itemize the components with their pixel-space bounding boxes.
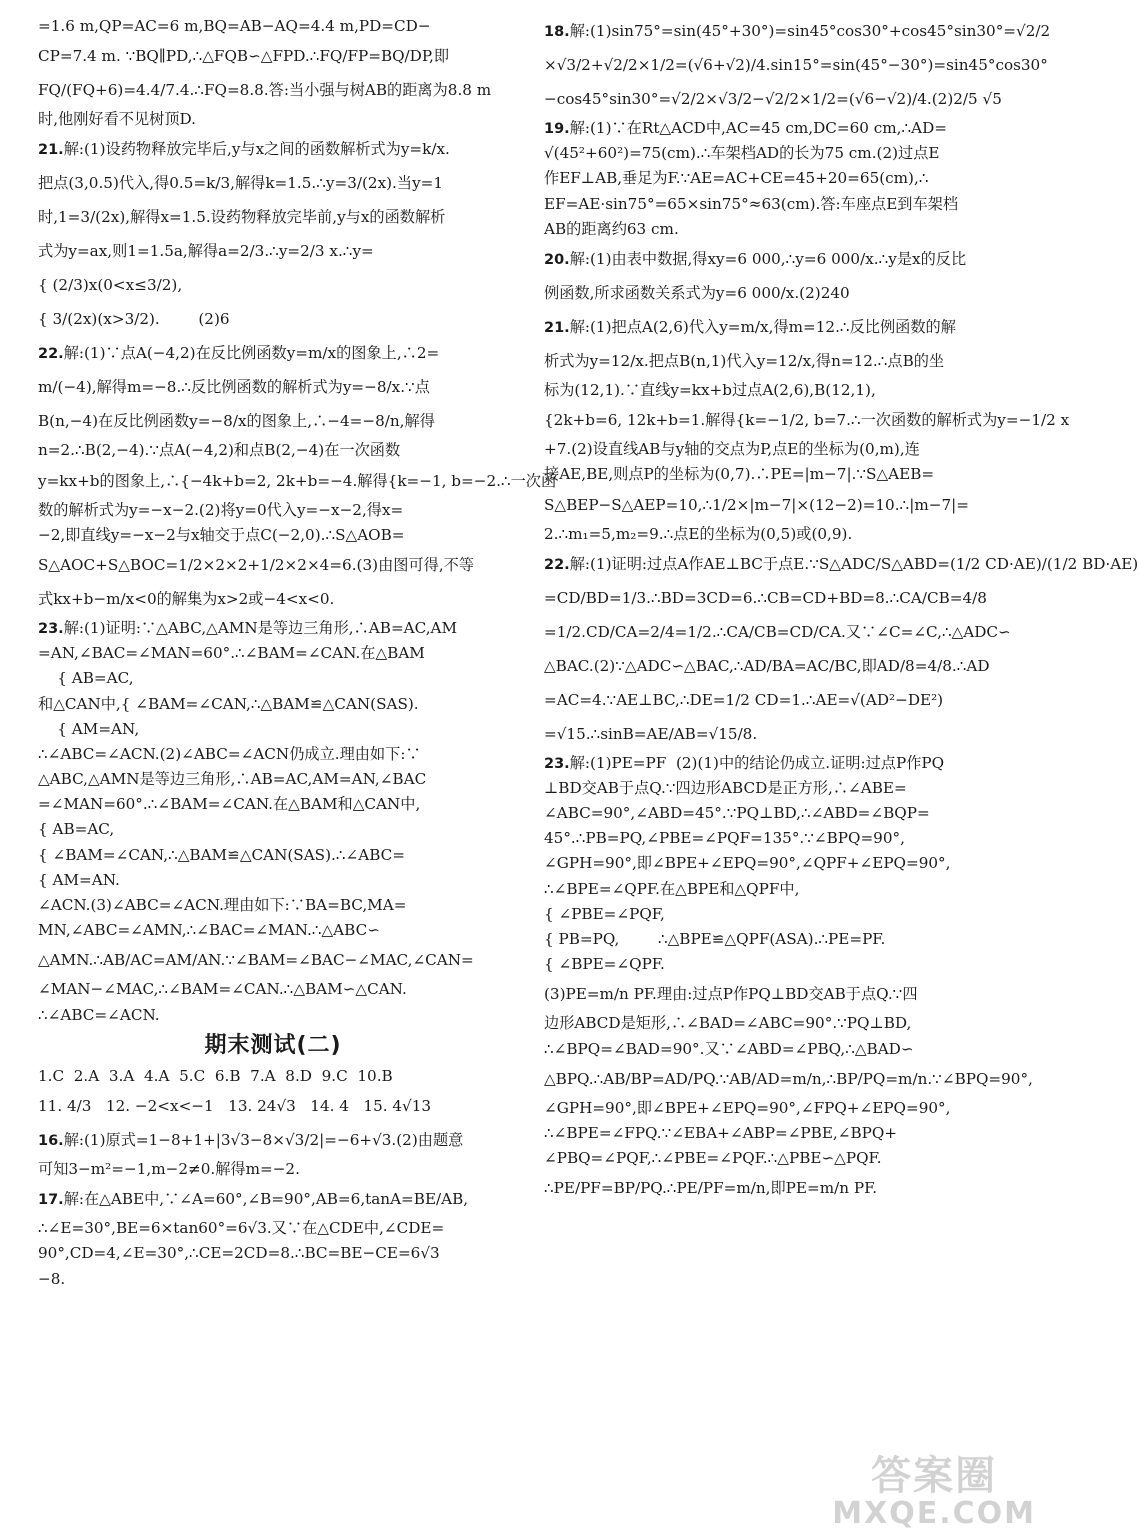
text-line: ∠ACN.(3)∠ABC=∠ACN.理由如下:∵BA=BC,MA=: [38, 896, 407, 914]
text-line: ∠GPH=90°,即∠BPE+∠EPQ=90°,∠QPF+∠EPQ=90°,: [544, 854, 951, 873]
text-line: m/(−4),解得m=−8.∴反比例函数的解析式为y=−8/x.∵点: [38, 378, 430, 397]
text-line: 2.∴m₁=5,m₂=9.∴点E的坐标为(0,5)或(0,9).: [544, 524, 853, 543]
text-line: EF=AE·sin75°=65×sin75°≈63(cm).答:车座点E到车架档: [544, 194, 959, 213]
answer-block-19: [544, 116, 1014, 242]
text-line: (3)PE=m/n PF.理由:过点P作PQ⊥BD交AB于点Q.∵四: [544, 985, 918, 1004]
text-line: 21.解:(1)设药物释放完毕后,y与x之间的函数解析式为y=k/x.: [38, 140, 450, 159]
text-line: △BAC.(2)∵△ADC∽△BAC,∴AD/BA=AC/BC,即AD/8=4/8.∴AD: [544, 656, 990, 675]
text-line: +7.(2)设直线AB与y轴的交点为P,点E的坐标为(0,m),连: [544, 440, 920, 459]
text-line: ×√3/2+√2/2×1/2=(√6+√2)/4.sin15°=sin(45°−30°)=sin45°cos30°: [544, 56, 1048, 74]
text-line: 时,他刚好看不见树顶D.: [38, 110, 196, 129]
text-line: =1/2.CD/CA=2/4=1/2.∴CA/CB=CD/CA.又∵∠C=∠C,∴△ADC∽: [544, 622, 1011, 641]
text-line: ∴∠E=30°,BE=6×tan60°=6√3.又∵在△CDE中,∠CDE=: [38, 1219, 445, 1238]
text-line: { 3/(2x)(x>3/2). (2)6: [38, 310, 230, 329]
text-line: { AM=AN,: [38, 719, 140, 738]
question-number: 17.: [38, 1192, 64, 1209]
text-line: 式kx+b−m/x<0的解集为x>2或−4<x<0.: [38, 589, 335, 608]
question-number: 16.: [38, 1132, 64, 1149]
right-column: [544, 14, 1138, 1205]
text-line: 17.解:在△ABE中,∵∠A=60°,∠B=90°,AB=6,tanA=BE/AB,: [38, 1190, 469, 1209]
question-number: 19.: [544, 121, 570, 137]
question-number: 23.: [544, 755, 570, 772]
text-line: 数的解析式为y=−x−2.(2)将y=0代入y=−x−2,得x=: [38, 500, 404, 519]
text-line: =AC=4.∵AE⊥BC,∴DE=1/2 CD=1.∴AE=√(AD²−DE²): [544, 690, 944, 709]
text-line: S△AOC+S△BOC=1/2×2×2+1/2×2×4=6.(3)由图可得,不等: [38, 555, 475, 574]
text-line: S△BEP−S△AEP=10,∴1/2×|m−7|×(12−2)=10.∴|m−7|=: [544, 495, 969, 514]
section-title: 期末测试(二): [204, 1032, 342, 1058]
text-line: 16.解:(1)原式=1−8+1+|3√3−8×√3/2|=−6+√3.(2)由题意: [38, 1130, 464, 1149]
text-line: B(n,−4)在反比例函数y=−8/x的图象上,∴−4=−8/n,解得: [38, 412, 435, 431]
text-line: 时,1=3/(2x),解得x=1.5.设药物释放完毕前,y与x的函数解析: [38, 208, 446, 227]
watermark-text: 答案圈: [871, 1453, 998, 1499]
answer-block-22: [38, 336, 557, 616]
text-line: =CD/BD=1/3.∴BD=3CD=6.∴CB=CD+BD=8.∴CA/CB=4/8: [544, 588, 987, 607]
answer-block-21: [544, 310, 1070, 547]
text-line: ⊥BD交AB于点Q.∵四边形ABCD是正方形,∴∠ABE=: [544, 778, 907, 797]
text-line: 析式为y=12/x.把点B(n,1)代入y=12/x,得n=12.∴点B的坐: [544, 351, 945, 370]
text-line: CP=7.4 m. ∵BQ∥PD,∴△FQB∽△FPD.∴FQ/FP=BQ/DP,即: [38, 47, 450, 66]
text-line: 21.解:(1)把点A(2,6)代入y=m/x,得m=12.∴反比例函数的解: [544, 317, 956, 336]
answer-block-20: [544, 242, 1014, 310]
answer-block-21: [38, 132, 508, 336]
text-line: 边形ABCD是矩形,∴∠BAD=∠ABC=90°.∵PQ⊥BD,: [544, 1014, 912, 1033]
text-line: 作EF⊥AB,垂足为F.∵AE=AC+CE=45+20=65(cm),∴: [544, 169, 929, 188]
answer-block-23: [544, 751, 1033, 1206]
text-line: △BPQ.∴AB/BP=AD/PQ.∵AB/AD=m/n,∴BP/PQ=m/n.∵∠BPQ=90°,: [544, 1069, 1033, 1088]
question-number: 22.: [38, 346, 64, 363]
text-line: 接AE,BE,则点P的坐标为(0,7).∴PE=|m−7|.∵S△AEB=: [544, 465, 935, 484]
watermark: [832, 1454, 1036, 1530]
text-line: { ∠BAM=∠CAN,∴△BAM≌△CAN(SAS).∴∠ABC=: [38, 845, 405, 864]
question-number: 22.: [544, 556, 570, 573]
text-line: { (2/3)x(0<x≤3/2),: [38, 276, 183, 295]
answer-block-18: [544, 14, 1051, 116]
answer-block-16: [38, 1123, 508, 1182]
text-line: { PB=PQ, ∴△BPE≌△QPF(ASA).∴PE=PF.: [544, 930, 886, 948]
text-line: n=2.∴B(2,−4).∵点A(−4,2)和点B(2,−4)在一次函数: [38, 441, 401, 460]
text-line: 23.解:(1)证明:∵△ABC,△AMN是等边三角形,∴AB=AC,AM: [38, 618, 458, 637]
text-line: △AMN.∴AB/AC=AM/AN.∵∠BAM=∠BAC−∠MAC,∠CAN=: [38, 951, 474, 970]
text-line: ∠MAN−∠MAC,∴∠BAM=∠CAN.∴△BAM∽△CAN.: [38, 980, 407, 999]
text-line: 式为y=ax,则1=1.5a,解得a=2/3.∴y=2/3 x.∴y=: [38, 242, 374, 261]
text-line: { AB=AC,: [38, 820, 115, 839]
text-line: { ∠PBE=∠PQF,: [544, 904, 665, 923]
answer-block-17: [38, 1182, 508, 1292]
text-line: 例函数,所求函数关系式为y=6 000/x.(2)240: [544, 283, 850, 302]
text-line: −8.: [38, 1269, 66, 1288]
text-line: MN,∠ABC=∠AMN,∴∠BAC=∠MAN.∴△ABC∽: [38, 921, 380, 940]
text-line: 22.解:(1)证明:过点A作AE⊥BC于点E.∵S△ADC/S△ABD=(1/2 CD·AE)/(1/2 BD·AE): [544, 554, 1138, 573]
text-line: 45°.∴PB=PQ,∠PBE=∠PQF=135°.∵∠BPQ=90°,: [544, 829, 905, 848]
text-line: 23.解:(1)PE=PF (2)(1)中的结论仍成立.证明:过点P作PQ: [544, 753, 945, 772]
watermark-url: MXQE.COM: [832, 1496, 1036, 1531]
text-line: ∴∠BPE=∠FPQ.∵∠EBA+∠ABP=∠PBE,∠BPQ+: [544, 1123, 898, 1142]
answer-block-22: [544, 547, 1138, 751]
text-line: 18.解:(1)sin75°=sin(45°+30°)=sin45°cos30°+cos45°sin30°=√2/2: [544, 22, 1051, 40]
text-line: 标为(12,1).∵直线y=kx+b过点A(2,6),B(12,1),: [544, 380, 876, 399]
text-line: ∴PE/PF=BP/PQ.∴PE/PF=m/n,即PE=m/n PF.: [544, 1179, 878, 1198]
text-line: −cos45°sin30°=√2/2×√3/2−√2/2×1/2=(√6−√2)/4.(2)2/5 √5: [544, 90, 1002, 108]
question-number: 23.: [38, 620, 64, 637]
answer-block-continued: [38, 14, 508, 132]
text-line: FQ/(FQ+6)=4.4/7.4.∴FQ=8.8.答:当小强与树AB的距离为8.8 m: [38, 81, 492, 100]
text-line: 19.解:(1)∵在Rt△ACD中,AC=45 cm,DC=60 cm,∴AD=: [544, 119, 948, 137]
text-line: y=kx+b的图象上,∴{−4k+b=2, 2k+b=−4.解得{k=−1, b=−2.∴一次函: [38, 471, 557, 490]
question-number: 21.: [544, 319, 570, 336]
text-line: AB的距离约63 cm.: [544, 219, 679, 238]
text-line: 90°,CD=4,∠E=30°,∴CE=2CD=8.∴BC=BE−CE=6√3: [38, 1244, 440, 1263]
text-line: ∠GPH=90°,即∠BPE+∠EPQ=90°,∠FPQ+∠EPQ=90°,: [544, 1098, 951, 1117]
text-line: ∠ABC=90°,∠ABD=45°.∵PQ⊥BD,∴∠ABD=∠BQP=: [544, 804, 930, 823]
text-line: {2k+b=6, 12k+b=1.解得{k=−1/2, b=7.∴一次函数的解析式为y=−1/2 x: [544, 411, 1070, 430]
text-line: △ABC,△AMN是等边三角形,∴AB=AC,AM=AN,∠BAC: [38, 770, 427, 789]
text-line: ∠PBQ=∠PQF,∴∠PBE=∠PQF.∴△PBE∽△PQF.: [544, 1149, 882, 1168]
fill-answers: 11. 4/3 12. −2<x<−1 13. 24√3 14. 4 15. 4√13: [38, 1096, 432, 1115]
text-line: 20.解:(1)由表中数据,得xy=6 000,∴y=6 000/x.∴y是x的反比: [544, 249, 967, 268]
text-line: 22.解:(1)∵点A(−4,2)在反比例函数y=m/x的图象上,∴2=: [38, 344, 440, 363]
text-line: 和△CAN中,{ ∠BAM=∠CAN,∴△BAM≌△CAN(SAS).: [38, 694, 419, 713]
text-line: =1.6 m,QP=AC=6 m,BQ=AB−AQ=4.4 m,PD=CD−: [38, 17, 431, 35]
question-number: 21.: [38, 142, 64, 159]
text-line: 把点(3,0.5)代入,得0.5=k/3,解得k=1.5.∴y=3/(2x).当y=1: [38, 174, 444, 193]
text-line: ∴∠BPE=∠QPF.在△BPE和△QPF中,: [544, 879, 800, 898]
text-line: { AM=AN.: [38, 870, 120, 889]
text-line: 可知3−m²=−1,m−2≠0.解得m=−2.: [38, 1159, 300, 1178]
text-line: ∴∠ABC=∠ACN.(2)∠ABC=∠ACN仍成立.理由如下:∵: [38, 744, 421, 763]
text-line: =√15.∴sinB=AE/AB=√15/8.: [544, 724, 758, 743]
question-number: 18.: [544, 24, 570, 40]
choice-answers: 1.C 2.A 3.A 4.A 5.C 6.B 7.A 8.D 9.C 10.B: [38, 1066, 393, 1085]
text-line: =∠MAN=60°.∴∠BAM=∠CAN.在△BAM和△CAN中,: [38, 795, 421, 814]
text-line: −2,即直线y=−x−2与x轴交于点C(−2,0).∴S△AOB=: [38, 525, 405, 544]
text-line: { ∠BPE=∠QPF.: [544, 955, 665, 974]
text-line: ∴∠BPQ=∠BAD=90°.又∵∠ABD=∠PBQ,∴△BAD∽: [544, 1039, 914, 1058]
text-line: ∴∠ABC=∠ACN.: [38, 1005, 160, 1024]
text-line: { AB=AC,: [38, 669, 134, 688]
text-line: √(45²+60²)=75(cm).∴车架档AD的长为75 cm.(2)过点E: [544, 144, 940, 163]
answer-block-23: [38, 616, 508, 1028]
question-number: 20.: [544, 251, 570, 268]
text-line: =AN,∠BAC=∠MAN=60°.∴∠BAM=∠CAN.在△BAM: [38, 644, 425, 663]
